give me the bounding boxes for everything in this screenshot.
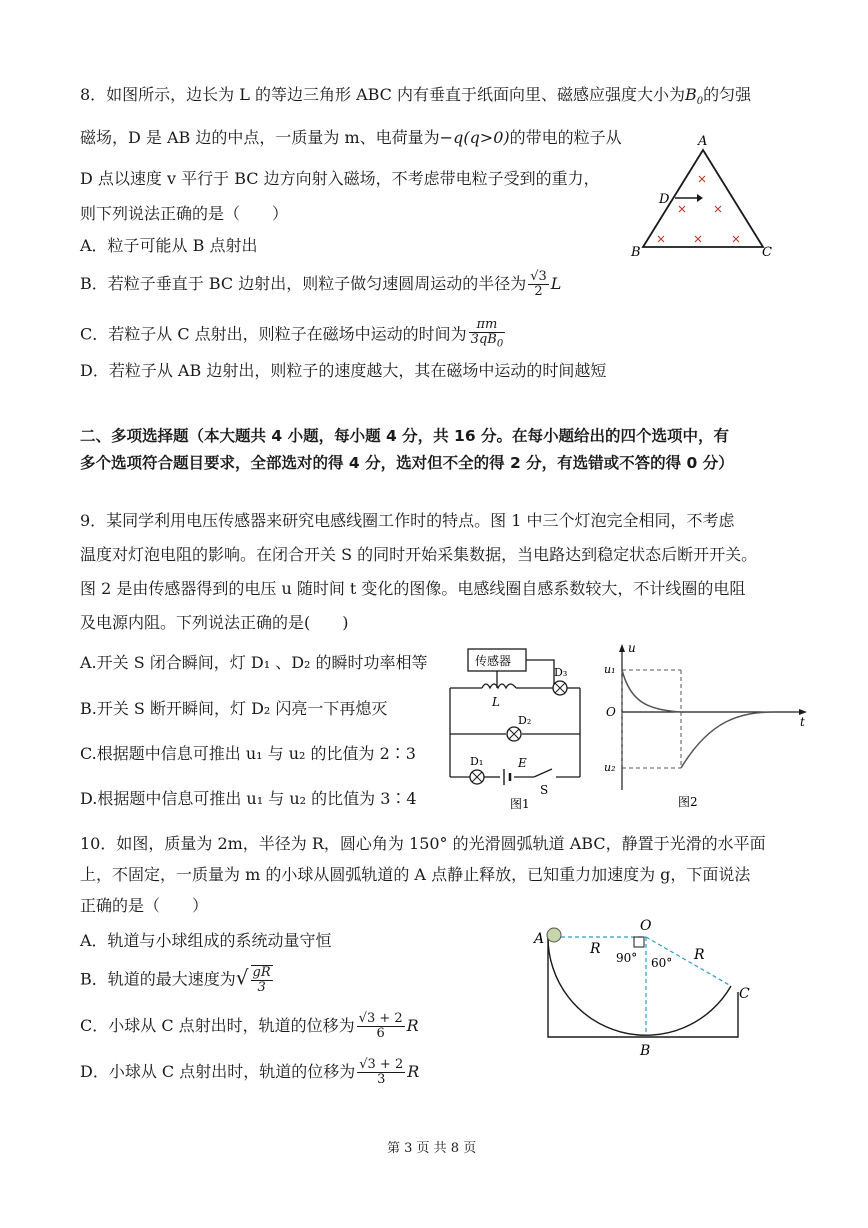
q8-charge-symbol: −q(q>0) [439,128,510,147]
q9-line2: 温度对灯泡电阻的影响。在闭合开关 S 的同时开始采集数据，当电路达到稳定状态后断开开关。 [80,545,758,564]
q8-line3: D 点以速度 v 平行于 BC 边方向射入磁场，不考虑带电粒子受到的重力， [80,169,600,188]
label-c: C [739,986,750,1002]
label-r-left: R [590,941,601,957]
q8-option-d: D．若粒子从 AB 边射出，则粒子的速度越大，其在磁场中运动的时间越短 [80,361,607,380]
label-c: C [762,245,772,260]
q9-line1: 9．某同学利用电压传感器来研究电感线圈工作时的特点。图 1 中三个灯泡完全相同，不考虑 [80,511,735,530]
q10-option-c: C．小球从 C 点射出时，轨道的位移为 $\frac{√3 + 2}{6}$ R [80,1011,419,1041]
battery-e [504,769,510,785]
q8-option-c-text: C．若粒子从 C 点射出，则粒子在磁场中运动的时间为 [80,324,467,344]
fig1-caption: 图1 [510,797,530,811]
label-d: D [659,192,670,207]
lamp-d1 [470,770,484,784]
label-angle-60: 60° [651,956,673,970]
q8-line2 [80,127,622,149]
label-b: B [640,1043,651,1059]
q8-line2-text-a: 磁场，D 是 AB 边的中点，一质量为 m、电荷量为 [80,128,440,147]
q8-option-c [80,318,507,352]
q10-option-a: A．轨道与小球组成的系统动量守恒 [80,931,332,950]
label-e: E [518,756,527,770]
q8-line1-text-b: 的匀强 [703,85,752,104]
label-u1: u₁ [604,663,616,676]
lamp-d2 [507,727,521,741]
label-origin: O [606,705,616,719]
q8-triangle-figure [625,130,795,260]
q9-option-b: B.开关 S 断开瞬间，灯 D₂ 闪亮一下再熄灭 [80,699,388,718]
label-b: B [631,245,641,260]
ball [547,928,561,942]
label-u2: u₂ [604,761,616,774]
q10-line2: 上，不固定，一质量为 m 的小球从圆弧轨道的 A 点静止释放，已知重力加速度为 g，下面说法 [80,865,751,884]
switch-s [534,769,552,777]
inductor-coil [482,684,516,688]
q10-option-c-text: C．小球从 C 点射出时，轨道的位移为 [80,1016,355,1035]
label-t-axis: t [800,715,805,729]
page-footer: 第 3 页 共 8 页 [387,1141,477,1156]
label-angle-90: 90° [616,951,638,965]
q8-option-b: B．若粒子垂直于 BC 边射出，则粒子做匀速圆周运动的半径为 $\frac{√3}{2}$ L [80,269,562,299]
label-s: S [540,783,549,797]
u-curve-charging [622,670,681,712]
label-a: A [698,134,708,149]
label-u-axis: u [628,641,636,655]
fig2-caption: 图2 [678,795,698,809]
q9-option-d: D.根据题中信息可推出 u₁ 与 u₂ 的比值为 3∶4 [80,789,417,808]
label-a: A [534,931,545,947]
q9-circuit-figure [442,642,592,812]
q8-line1-text-a: 8．如图所示，边长为 L 的等边三角形 ABC 内有垂直于纸面向里、磁感应强度大小为 [80,85,686,104]
section2-header-line2: 多个选项符合题目要求，全部选对的得 4 分，选对但不全的得 2 分，有选错或不答的得 0 分） [80,454,734,472]
section2-header-line1: 二、多项选择题（本大题共 4 小题，每小题 4 分，共 16 分。在每小题给出的四个选项中，有 [80,427,730,445]
q10-option-b-sqrt: √ $\frac{gR}{3}$ [235,965,271,995]
label-d1: D₁ [470,755,484,768]
q10-option-d: D．小球从 C 点射出时，轨道的位移为 $\frac{√3 + 2}{3}$ R [80,1057,420,1087]
q10-arc-track-figure [530,915,770,1065]
q9-option-c: C.根据题中信息可推出 u₁ 与 u₂ 的比值为 2∶3 [80,744,416,763]
velocity-arrowhead [697,194,703,202]
q9-option-a: A.开关 S 闭合瞬间，灯 D₁ 、D₂ 的瞬时功率相等 [80,653,428,672]
label-d3: D₃ [554,666,568,679]
label-l: L [492,695,500,709]
q8-option-c-fraction: $\frac{\pi m}{3qB_0}$ [470,317,504,350]
q8-option-a: A．粒子可能从 B 点射出 [80,236,258,255]
label-r-right: R [694,947,705,963]
q8-option-b-fraction: $\frac{√3}{2}$ [530,269,547,299]
label-o: O [640,918,652,934]
q8-option-b-text: B．若粒子垂直于 BC 边射出，则粒子做匀速圆周运动的半径为 [80,274,527,293]
q8-b0-symbol: $B_0$ [685,85,704,108]
q9-line3: 图 2 是由传感器得到的电压 u 随时间 t 变化的图像。电感线圈自感系数较大，不计线圈的电阻 [80,579,746,598]
lamp-d3 [553,681,567,695]
q10-line3: 正确的是（ ） [80,896,209,915]
u-curve-discharge [681,712,775,768]
q8-line1 [80,84,751,113]
track-body [548,937,738,1037]
q10-option-b [80,965,275,995]
field-crosses [658,176,739,242]
label-d2: D₂ [518,714,532,727]
q9-ut-graph [600,640,815,815]
q8-line4: 则下列说法正确的是（ ） [80,204,289,223]
q10-option-d-fraction: $\frac{√3 + 2}{3}$ [359,1057,404,1087]
q10-option-b-text: B．轨道的最大速度为 [80,969,236,989]
q8-line2-text-b: 的带电的粒子从 [509,128,622,147]
sensor-label: 传感器 [475,654,512,668]
q10-option-c-fraction: $\frac{√3 + 2}{6}$ [358,1011,403,1041]
q10-option-d-text: D．小球从 C 点射出时，轨道的位移为 [80,1062,356,1081]
q10-line1: 10．如图，质量为 2m，半径为 R，圆心角为 150° 的光滑圆弧轨道 ABC，静置于光滑的水平面 [80,834,766,853]
q9-line4: 及电源内阻。下列说法正确的是( ) [80,613,349,632]
